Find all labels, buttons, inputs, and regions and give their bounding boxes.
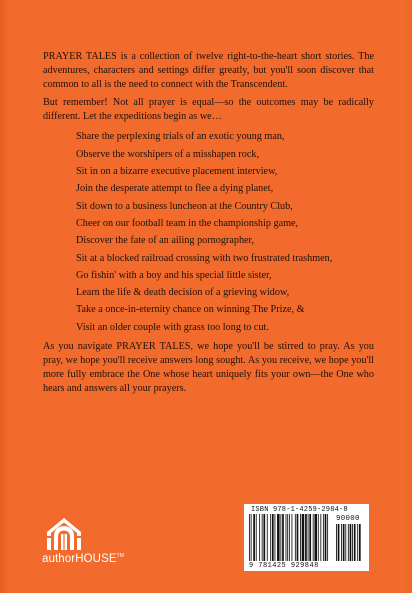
barcode-bar [343,524,345,561]
barcode-bar [308,514,309,561]
barcode-bar [289,514,290,561]
list-item: Sit at a blocked railroad crossing with two frustrated trashmen, [76,252,333,264]
barcode-bar [327,514,328,561]
barcode-bar [275,514,276,561]
barcode-digits: 9 781425 929848 [249,562,319,570]
barcode-bar [341,524,342,561]
barcode-bar [292,514,293,561]
barcode-bar [352,524,353,561]
barcode-bar [295,514,296,561]
list-item: Visit an older couple with grass too long to cut. [76,321,269,333]
barcode-bar [253,514,255,561]
list-item: Share the perplexing trials of an exotic young man, [76,131,285,143]
addon-barcode-icon [336,524,364,564]
barcode-bar [336,524,337,561]
barcode-bar [297,514,299,561]
list-item: Sit in on a bizarre executive placement interview, [76,166,278,178]
barcode-bar [256,514,257,561]
barcode-bar [313,514,314,561]
intro-paragraph: PRAYER TALES is a collection of twelve right-to-the-heart short stories. The adventures, characters and settings differ greatly, but you'll soon discover that common to all is the need to connect with the Transcendent. [43,51,374,91]
story-list [43,128,374,336]
barcode-bar [348,524,349,561]
barcode-bar [272,514,274,561]
barcode-bar [314,514,317,561]
list-item: Observe the worshipers of a misshapen rock, [76,148,260,160]
barcode-bar [249,514,250,561]
barcode-bar [318,514,319,561]
barcode-bar [359,524,361,561]
list-item: Join the desperate attempt to flee a dying planet, [76,183,274,195]
list-item: Cheer on our football team in the championship game, [76,217,299,229]
publisher-name [42,553,124,565]
list-item: Go fishin' with a boy and his special little sister, [76,269,272,281]
blurb-text [43,50,374,396]
barcode-bar [277,514,280,561]
barcode-bar [262,514,263,561]
barcode-bar [251,514,252,561]
publisher-logo [42,516,125,576]
barcode-bar [350,524,352,561]
barcode-bar [263,514,265,561]
barcode-bar [309,514,311,561]
barcode-bar [305,514,307,561]
lead-paragraph: But remember! Not all prayer is equal—so the outcomes may be radically different. Let the expeditions begin as we… [43,97,374,123]
trademark-mark: TM [116,553,125,560]
house-logo-icon [45,516,83,552]
list-item: Discover the fate of an ailing pornographer, [76,235,255,247]
publisher-name-label: authorHOUSE [42,553,117,565]
barcode-box [244,504,369,571]
barcode-bar [302,514,305,561]
barcode-bar [270,514,271,561]
list-item: Learn the life & death decision of a grieving widow, [76,287,290,299]
list-item: Sit down to a business luncheon at the Country Club, [76,200,293,212]
barcode-bar [286,514,287,561]
barcode-bar [300,514,301,561]
price-code: 90000 [336,515,360,523]
list-item: Take a once-in-eternity chance on winning The Prize, & [76,304,305,316]
barcode-bar [280,514,281,561]
barcode-bar [323,514,324,561]
barcode-bar [287,514,288,561]
barcode-bar [282,514,284,561]
barcode-bar [357,524,358,561]
barcode-bar [354,524,356,561]
barcode-bar [345,524,346,561]
barcode-bar [338,524,340,561]
barcode-bar [325,514,327,561]
barcode-icon [249,514,333,562]
closing-paragraph: As you navigate PRAYER TALES, we hope you'll be stirred to pray. As you pray, we hope you'll receive answers long sought. As you receive, we hope you'll more fully embrace the One whose heart uniquely fits your own—the One who hears and answers all your prayers. [43,341,374,395]
barcode-bar [267,514,268,561]
barcode-bar [259,514,260,561]
barcode-bar [320,514,321,561]
isbn-label: ISBN 978-1-4259-2984-8 [251,506,348,514]
